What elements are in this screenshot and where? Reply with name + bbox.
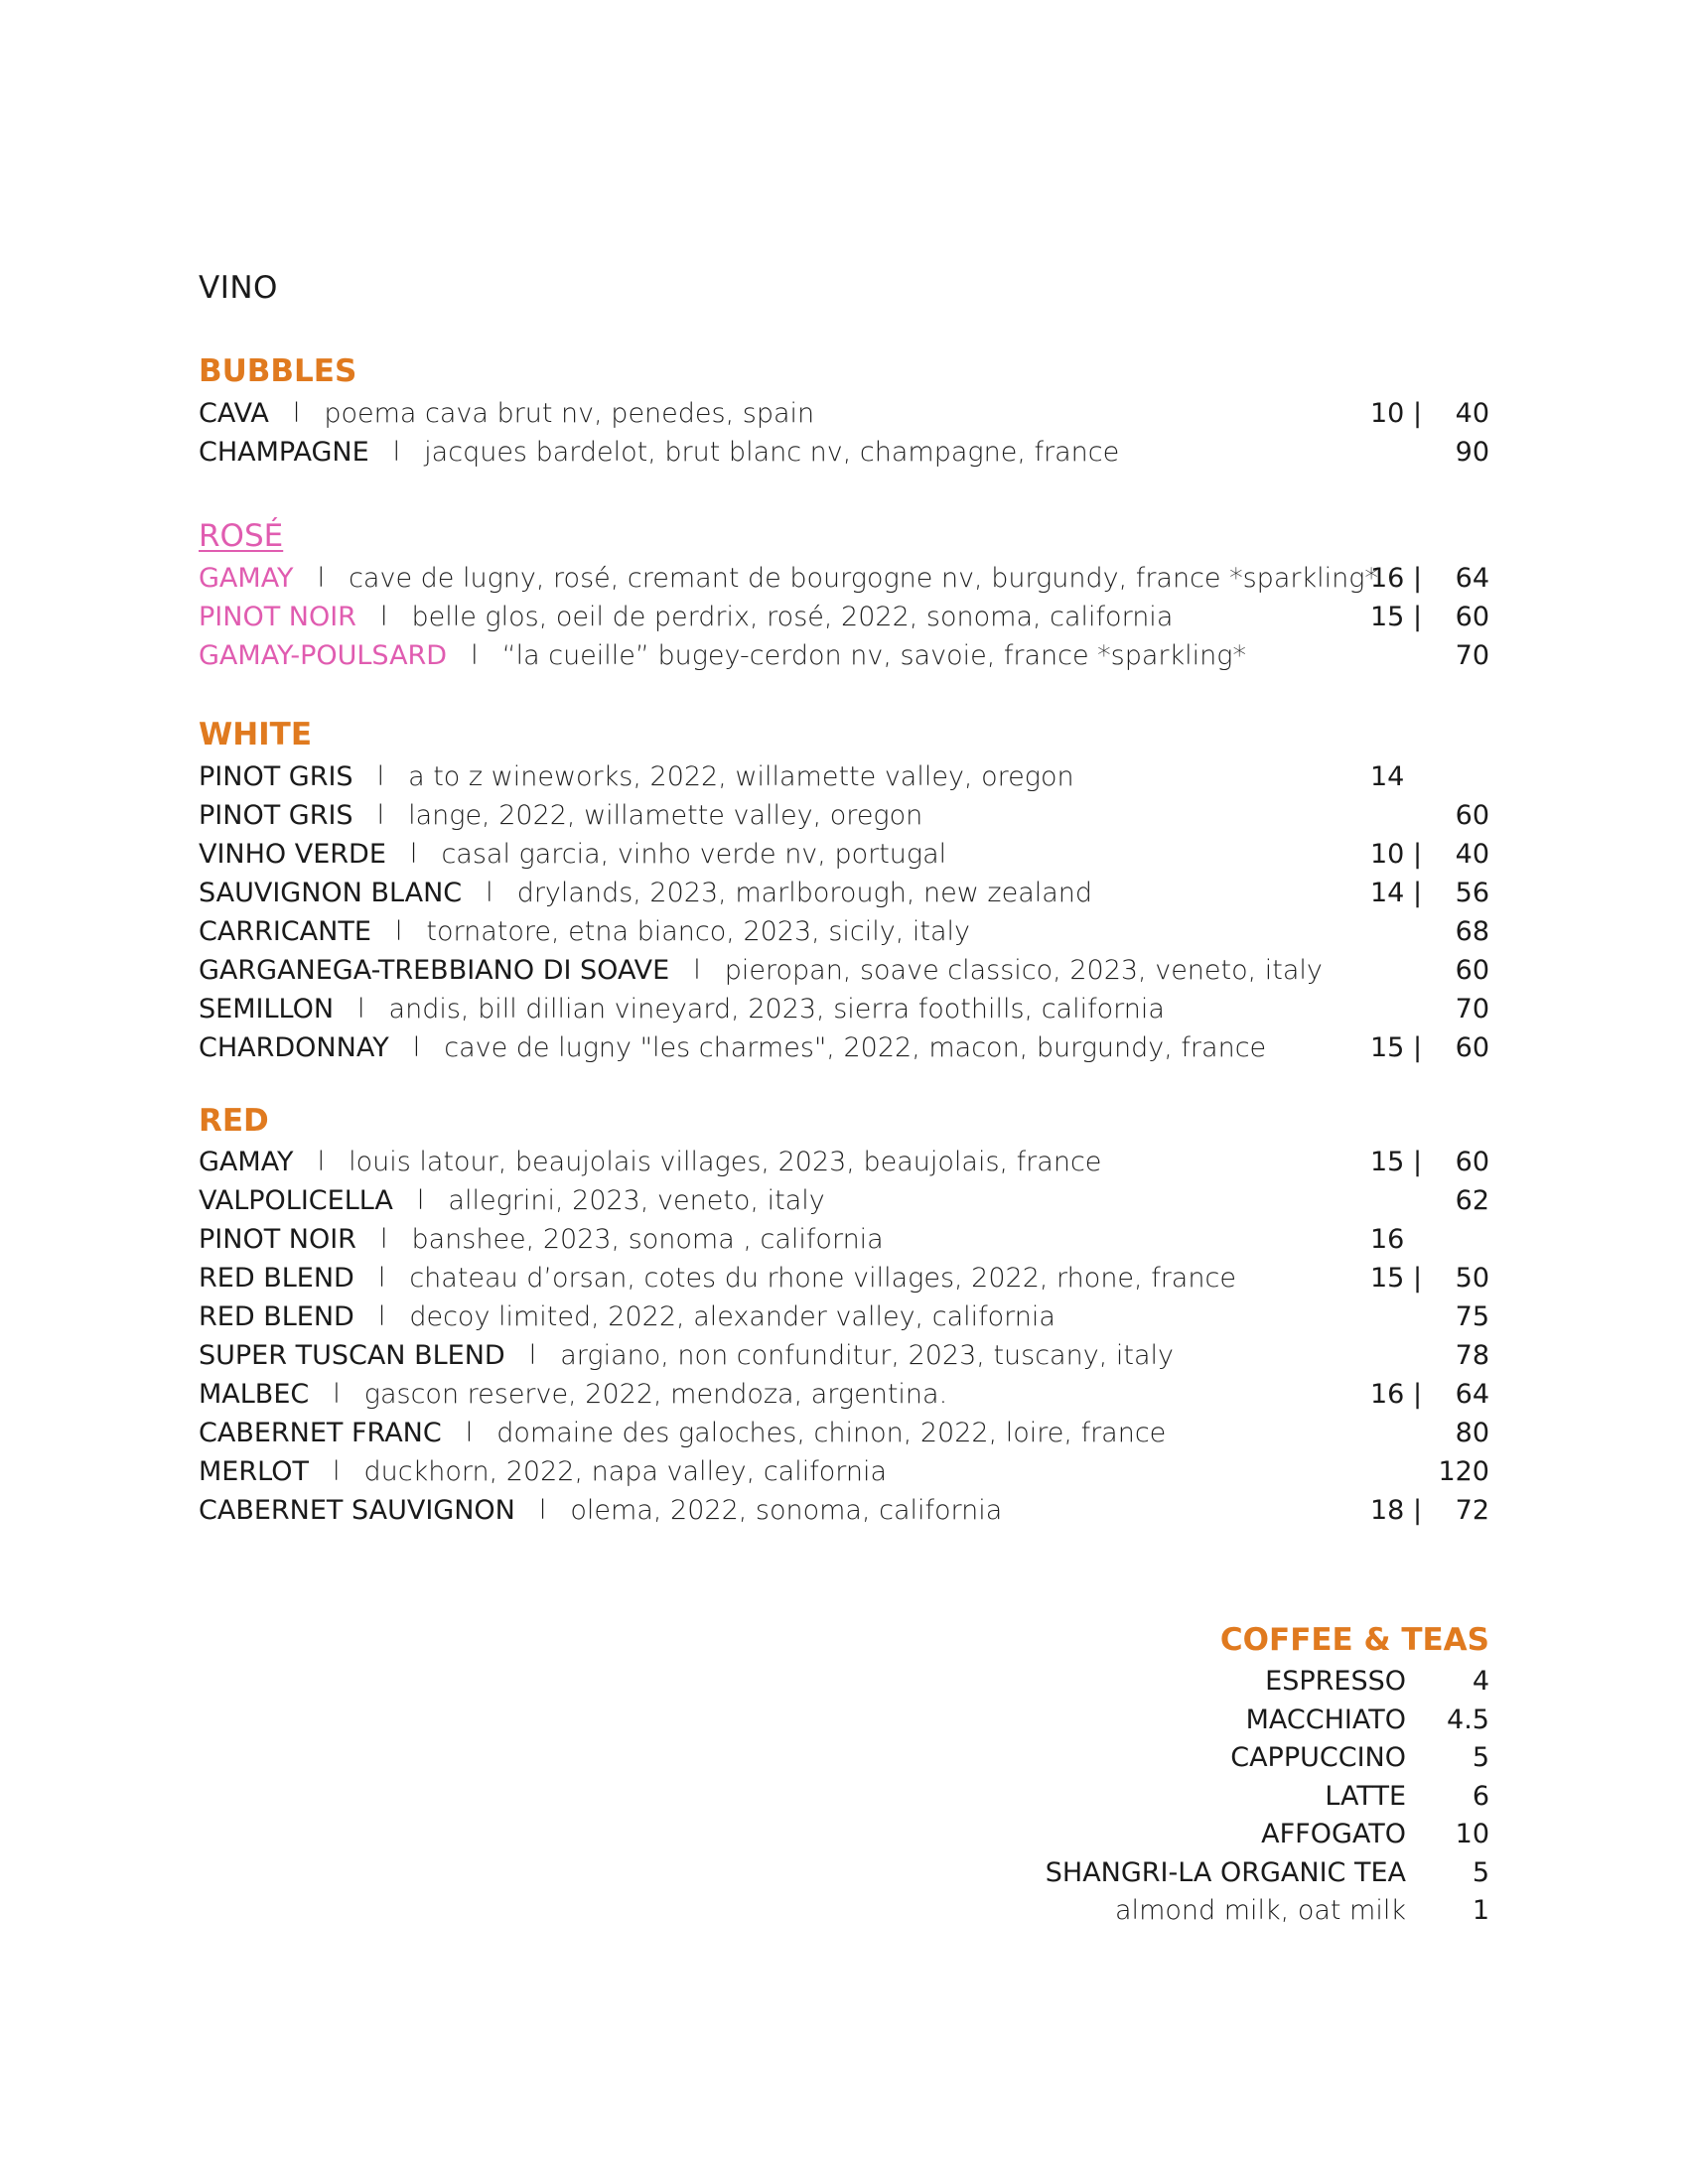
- wine-row: [199, 1492, 1489, 1530]
- wine-row: [199, 1144, 1489, 1181]
- wine-varietal: GAMAY: [199, 563, 294, 594]
- separator: l: [412, 1032, 421, 1063]
- price-divider: |: [1413, 1379, 1423, 1410]
- bottle-price: 120: [1438, 1456, 1489, 1487]
- wine-varietal: GAMAY-POULSARD: [199, 640, 448, 671]
- wine-varietal: SAUVIGNON BLANC: [199, 878, 463, 908]
- wine-description: duckhorn, 2022, napa valley, california: [363, 1456, 888, 1487]
- wine-row: [199, 1453, 1489, 1491]
- wine-description: domaine des galoches, chinon, 2022, loire, france: [496, 1418, 1167, 1448]
- coffee-item-price: 6: [1472, 1780, 1489, 1812]
- bottle-price: 50: [1455, 1263, 1489, 1294]
- wine-row: [199, 1415, 1489, 1452]
- price-divider: |: [1413, 398, 1423, 429]
- section-heading-bubbles: BUBBLES: [199, 353, 357, 389]
- coffee-row: [894, 1816, 1489, 1853]
- separator: l: [528, 1340, 537, 1371]
- coffee-item-name: AFFOGATO: [1261, 1819, 1406, 1849]
- wine-description: drylands, 2023, marlborough, new zealand: [516, 878, 1093, 908]
- separator: l: [376, 800, 385, 831]
- separator: l: [465, 1418, 474, 1448]
- wine-description: cave de lugny, rosé, cremant de bourgogne nv, burgundy, france *sparkling*: [349, 563, 1378, 594]
- separator: l: [394, 916, 403, 947]
- coffee-item-name: SHANGRI-LA ORGANIC TEA: [1045, 1856, 1406, 1888]
- glass-price: 14: [1370, 878, 1405, 908]
- bottle-price: 80: [1455, 1418, 1489, 1448]
- section-heading-rose: ROSÉ: [199, 518, 284, 554]
- bottle-price: 72: [1455, 1495, 1489, 1526]
- glass-price: 15: [1370, 1147, 1405, 1177]
- coffee-row: [894, 1892, 1489, 1930]
- wine-description: decoy limited, 2022, alexander valley, california: [409, 1301, 1055, 1332]
- separator: l: [471, 640, 479, 671]
- price-divider: |: [1413, 563, 1423, 594]
- wine-row: [199, 875, 1489, 912]
- bottle-price: 40: [1455, 839, 1489, 870]
- price-divider: |: [1413, 839, 1423, 870]
- wine-varietal: GAMAY: [199, 1147, 294, 1177]
- glass-price: 15: [1370, 1263, 1405, 1294]
- wine-description: argiano, non confunditur, 2023, tuscany, italy: [560, 1340, 1174, 1371]
- wine-row: [199, 952, 1489, 990]
- price-divider: |: [1413, 1263, 1423, 1294]
- glass-price: 16: [1370, 1224, 1405, 1255]
- bottle-price: 62: [1455, 1185, 1489, 1216]
- wine-varietal: SUPER TUSCAN BLEND: [199, 1340, 505, 1371]
- wine-varietal: MALBEC: [199, 1379, 310, 1410]
- coffee-item-name: ESPRESSO: [1265, 1666, 1406, 1697]
- glass-price: 15: [1370, 1032, 1405, 1063]
- wine-varietal: VALPOLICELLA: [199, 1185, 393, 1216]
- wine-varietal: GARGANEGA-TREBBIANO DI SOAVE: [199, 955, 670, 986]
- price-divider: |: [1413, 1147, 1423, 1177]
- wine-description: poema cava brut nv, penedes, spain: [324, 398, 815, 429]
- separator: l: [357, 994, 365, 1024]
- wine-varietal: RED BLEND: [199, 1263, 354, 1294]
- wine-varietal: CAVA: [199, 398, 269, 429]
- wine-row: [199, 991, 1489, 1028]
- wine-varietal: MERLOT: [199, 1456, 309, 1487]
- price-divider: |: [1413, 1495, 1423, 1526]
- separator: l: [538, 1495, 547, 1526]
- wine-row: [199, 913, 1489, 951]
- separator: l: [377, 1301, 386, 1332]
- glass-price: 16: [1370, 1379, 1405, 1410]
- wine-description: allegrini, 2023, veneto, italy: [448, 1185, 825, 1216]
- coffee-item-price: 5: [1472, 1742, 1489, 1773]
- wine-description: belle glos, oeil de perdrix, rosé, 2022, sonoma, california: [411, 602, 1174, 632]
- wine-row: [199, 637, 1489, 675]
- bottle-price: 60: [1455, 602, 1489, 632]
- glass-price: 15: [1370, 602, 1405, 632]
- separator: l: [379, 602, 388, 632]
- wine-varietal: CARRICANTE: [199, 916, 371, 947]
- wine-description: banshee, 2023, sonoma , california: [411, 1224, 884, 1255]
- wine-description: tornatore, etna bianco, 2023, sicily, italy: [426, 916, 970, 947]
- wine-description: lange, 2022, willamette valley, oregon: [408, 800, 923, 831]
- wine-description: casal garcia, vinho verde nv, portugal: [441, 839, 947, 870]
- wine-varietal: PINOT GRIS: [199, 800, 353, 831]
- bottle-price: 78: [1455, 1340, 1489, 1371]
- wine-description: pieropan, soave classico, 2023, veneto, italy: [724, 955, 1323, 986]
- wine-row: [199, 1337, 1489, 1375]
- page-title: VINO: [199, 270, 278, 306]
- wine-varietal: PINOT GRIS: [199, 761, 353, 792]
- wine-description: louis latour, beaujolais villages, 2023, beaujolais, france: [349, 1147, 1102, 1177]
- wine-varietal: CHAMPAGNE: [199, 437, 369, 468]
- bottle-price: 70: [1455, 994, 1489, 1024]
- separator: l: [486, 878, 493, 908]
- price-divider: |: [1413, 878, 1423, 908]
- wine-varietal: VINHO VERDE: [199, 839, 386, 870]
- separator: l: [379, 1224, 388, 1255]
- wine-description: andis, bill dillian vineyard, 2023, sierra foothills, california: [388, 994, 1165, 1024]
- coffee-item-price: 5: [1472, 1856, 1489, 1888]
- wine-row: [199, 1029, 1489, 1067]
- coffee-item-name: MACCHIATO: [1245, 1704, 1406, 1735]
- wine-varietal: CHARDONNAY: [199, 1032, 389, 1063]
- glass-price: 14: [1370, 761, 1405, 792]
- wine-row: [199, 1182, 1489, 1220]
- coffee-item-name: CAPPUCCINO: [1230, 1742, 1406, 1773]
- section-heading-white: WHITE: [199, 717, 312, 752]
- bottle-price: 64: [1455, 1379, 1489, 1410]
- wine-row: [199, 797, 1489, 835]
- separator: l: [317, 563, 326, 594]
- coffee-row: [894, 1854, 1489, 1892]
- separator: l: [392, 437, 401, 468]
- wine-row: [199, 1298, 1489, 1336]
- glass-price: 18: [1370, 1495, 1405, 1526]
- wine-description: a to z wineworks, 2022, willamette valley, oregon: [408, 761, 1074, 792]
- section-heading-red: RED: [199, 1103, 269, 1139]
- bottle-price: 56: [1455, 878, 1489, 908]
- separator: l: [333, 1379, 341, 1410]
- wine-description: jacques bardelot, brut blanc nv, champagne, france: [424, 437, 1120, 468]
- separator: l: [693, 955, 701, 986]
- price-divider: |: [1413, 1032, 1423, 1063]
- wine-varietal: PINOT NOIR: [199, 1224, 356, 1255]
- wine-row: [199, 1376, 1489, 1414]
- separator: l: [377, 1263, 386, 1294]
- glass-price: 16: [1370, 563, 1405, 594]
- bottle-price: 90: [1455, 437, 1489, 468]
- wine-varietal: CABERNET SAUVIGNON: [199, 1495, 515, 1526]
- coffee-row: [894, 1663, 1489, 1701]
- separator: l: [332, 1456, 341, 1487]
- wine-varietal: RED BLEND: [199, 1301, 354, 1332]
- bottle-price: 40: [1455, 398, 1489, 429]
- coffee-item-price: 4.5: [1447, 1704, 1489, 1735]
- separator: l: [292, 398, 301, 429]
- separator: l: [376, 761, 385, 792]
- wine-varietal: CABERNET FRANC: [199, 1418, 442, 1448]
- bottle-price: 60: [1455, 955, 1489, 986]
- coffee-item-price: 4: [1472, 1666, 1489, 1697]
- coffee-item-name: LATTE: [1325, 1780, 1406, 1812]
- wine-description: “la cueille” bugey-cerdon nv, savoie, france *sparkling*: [501, 640, 1246, 671]
- bottle-price: 68: [1455, 916, 1489, 947]
- coffee-item-name: almond milk, oat milk: [1115, 1895, 1406, 1926]
- section-heading-coffee: COFFEE & TEAS: [1219, 1622, 1489, 1658]
- wine-row: [199, 1260, 1489, 1297]
- wine-row: [199, 395, 1489, 433]
- bottle-price: 60: [1455, 1147, 1489, 1177]
- wine-description: olema, 2022, sonoma, california: [570, 1495, 1003, 1526]
- price-divider: |: [1413, 602, 1423, 632]
- coffee-item-price: 1: [1472, 1895, 1489, 1926]
- wine-description: chateau d’orsan, cotes du rhone villages, 2022, rhone, france: [409, 1263, 1236, 1294]
- bottle-price: 64: [1455, 563, 1489, 594]
- coffee-row: [894, 1778, 1489, 1816]
- wine-row: [199, 1221, 1489, 1259]
- separator: l: [416, 1185, 425, 1216]
- wine-row: [199, 560, 1489, 598]
- bottle-price: 60: [1455, 1032, 1489, 1063]
- coffee-row: [894, 1739, 1489, 1777]
- bottle-price: 70: [1455, 640, 1489, 671]
- coffee-item-price: 10: [1455, 1819, 1489, 1849]
- wine-row: [199, 758, 1489, 796]
- wine-description: gascon reserve, 2022, mendoza, argentina.: [363, 1379, 948, 1410]
- bottle-price: 75: [1455, 1301, 1489, 1332]
- wine-row: [199, 434, 1489, 472]
- bottle-price: 60: [1455, 800, 1489, 831]
- wine-description: cave de lugny "les charmes", 2022, macon, burgundy, france: [444, 1032, 1267, 1063]
- wine-varietal: SEMILLON: [199, 994, 335, 1024]
- glass-price: 10: [1370, 398, 1405, 429]
- separator: l: [317, 1147, 326, 1177]
- wine-row: [199, 599, 1489, 636]
- wine-varietal: PINOT NOIR: [199, 602, 356, 632]
- glass-price: 10: [1370, 839, 1405, 870]
- wine-row: [199, 836, 1489, 874]
- separator: l: [409, 839, 418, 870]
- coffee-row: [894, 1702, 1489, 1739]
